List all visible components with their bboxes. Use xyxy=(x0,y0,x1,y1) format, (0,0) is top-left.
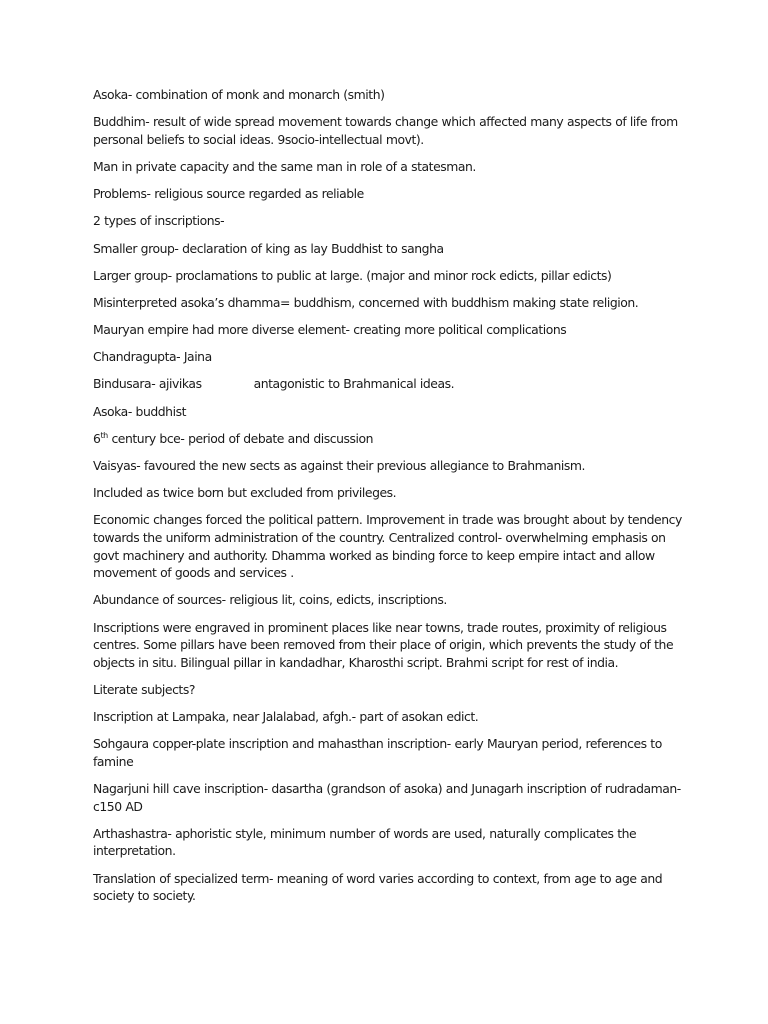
paragraph: Mauryan empire had more diverse element- creating more political complications xyxy=(93,322,567,338)
paragraph: Translation of specialized term- meaning of word varies according to context, from age to age and society to society. xyxy=(93,870,663,904)
paragraph: Included as twice born but excluded from privileges. xyxy=(93,485,397,501)
paragraph: Chandragupta- Jaina xyxy=(93,349,212,365)
paragraph: Smaller group- declaration of king as lay Buddhist to sangha xyxy=(93,240,444,256)
paragraph: Literate subjects? xyxy=(93,681,195,697)
paragraph: Vaisyas- favoured the new sects as against their previous allegiance to Brahmanism. xyxy=(93,458,585,474)
century-suffix: th xyxy=(100,430,108,440)
bindusara-paragraph xyxy=(93,375,683,393)
paragraph: Economic changes forced the political pattern. Improvement in trade was brought about by tendency towards the uniform administration of the country. Centralized control- overwhelming emphasis on govt machinery and authority. Dhamma worked as binding force to keep empire intact and allow movement of goods and services . xyxy=(93,512,682,581)
paragraph: Inscriptions were engraved in prominent places like near towns, trade routes, proximity of religious centres. Some pillars have been removed from their place of origin, which prevents the study of the objects in situ. Bilingual pillar in kandadhar, Kharosthi script. Brahmi script for rest of india. xyxy=(93,619,674,670)
bindusara-right-text: antagonistic to Brahmanical ideas. xyxy=(253,376,455,392)
paragraph: Abundance of sources- religious lit, coins, edicts, inscriptions. xyxy=(93,592,447,608)
paragraph: Inscription at Lampaka, near Jalalabad, afgh.- part of asokan edict. xyxy=(93,709,479,725)
paragraph: Sohgaura copper-plate inscription and mahasthan inscription- early Mauryan period, references to famine xyxy=(93,736,662,769)
paragraph: Problems- religious source regarded as reliable xyxy=(93,186,364,202)
paragraph: Nagarjuni hill cave inscription- dasartha (grandson of asoka) and Junagarh inscription of rudradaman- c150 AD xyxy=(93,781,681,814)
paragraph: Misinterpreted asoka’s dhamma= buddhism, concerned with buddhism making state religion. xyxy=(93,294,639,310)
paragraph: Man in private capacity and the same man in role of a statesman. xyxy=(93,158,476,174)
century-text: century bce- period of debate and discussion xyxy=(107,430,374,446)
paragraph: Arthashastra- aphoristic style, minimum number of words are used, naturally complicates the interpretation. xyxy=(93,825,637,859)
century-paragraph xyxy=(93,430,683,448)
paragraph: 2 types of inscriptions- xyxy=(93,213,225,229)
paragraph: Asoka- combination of monk and monarch (smith) xyxy=(93,87,385,102)
paragraph: Larger group- proclamations to public at large. (major and minor rock edicts, pillar edicts) xyxy=(93,267,612,283)
paragraph: Buddhim- result of wide spread movement towards change which affected many aspects of life from personal beliefs to social ideas. 9socio-intellectual movt). xyxy=(93,114,678,147)
document-body xyxy=(93,86,683,914)
century-number: 6 xyxy=(93,430,101,446)
bindusara-left-text: Bindusara- ajivikas xyxy=(93,376,202,392)
paragraph: Asoka- buddhist xyxy=(93,403,186,419)
